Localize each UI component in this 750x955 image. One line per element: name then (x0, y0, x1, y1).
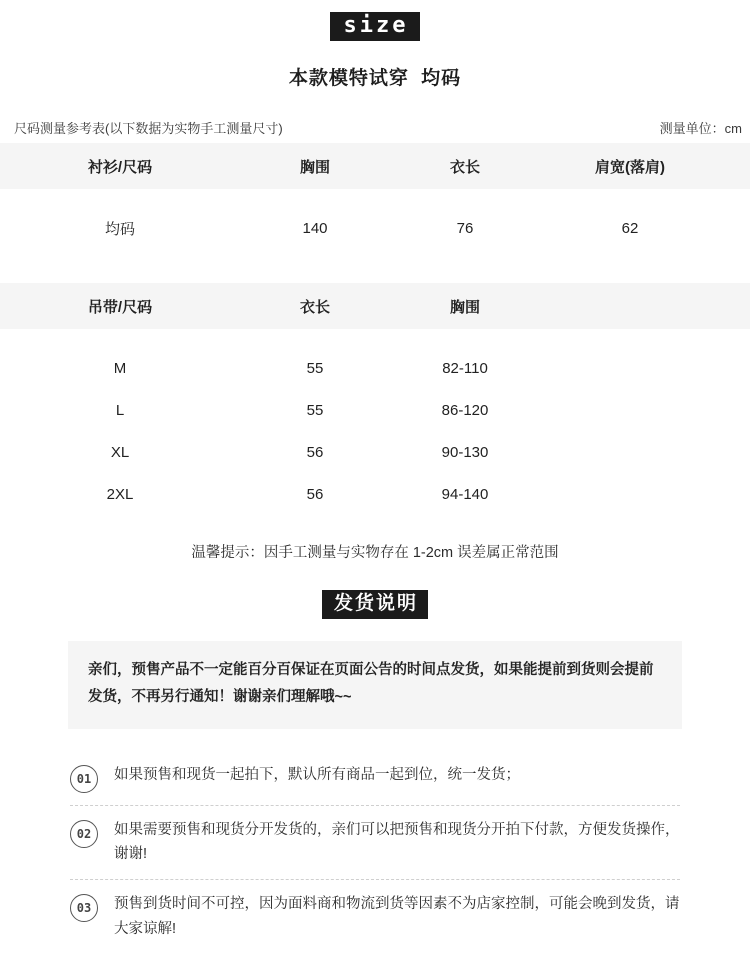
column-header: 吊带/尺码 (87, 298, 153, 316)
shirt-size-table (0, 143, 750, 249)
column-header: 衣长 (449, 158, 480, 176)
column-header: 胸围 (449, 298, 480, 316)
cell-bust: 140 (302, 219, 328, 237)
table-row (0, 347, 750, 389)
column-header: 衬衫/尺码 (87, 158, 153, 176)
size-banner-label: size (330, 12, 421, 41)
cell-shoulder: 62 (621, 219, 639, 237)
table-header-row (0, 283, 750, 329)
list-item (70, 892, 680, 953)
measure-unit-text: 测量单位：cm (659, 121, 742, 137)
table-row (0, 473, 750, 515)
preorder-notice-box: 亲们，预售产品不一定能百分百保证在页面公告的时间点发货，如果能提前到货则会提前发货，不再另行通知！谢谢亲们理解哦~~ (68, 641, 682, 729)
shipping-banner (0, 590, 750, 619)
model-try-on-size: 均码 (421, 68, 462, 90)
list-item (70, 818, 680, 880)
cell-bust: 86-120 (441, 401, 489, 419)
table-header-row (0, 143, 750, 189)
table-row (0, 207, 750, 249)
table-row (0, 389, 750, 431)
step-number-badge: 03 (70, 894, 98, 922)
cell-length: 55 (306, 359, 324, 377)
shipping-banner-label: 发货说明 (322, 590, 428, 619)
column-header: 衣长 (299, 298, 330, 316)
cell-size: 2XL (106, 485, 134, 503)
step-text: 如果需要预售和现货分开发货的，亲们可以把预售和现货分开拍下付款，方便发货操作，谢谢! (114, 821, 680, 863)
model-try-on-prefix: 本款模特试穿 (288, 68, 409, 90)
list-item (70, 763, 680, 806)
cell-length: 56 (306, 485, 324, 503)
cell-bust: 94-140 (441, 485, 489, 503)
step-number-badge: 01 (70, 765, 98, 793)
camisole-size-table (0, 283, 750, 515)
step-text: 如果预售和现货一起拍下，默认所有商品一起到位，统一发货； (114, 766, 520, 783)
column-header: 胸围 (299, 158, 330, 176)
column-header: 肩宽(落肩) (595, 158, 665, 176)
measure-tolerance-tip: 温馨提示：因手工测量与实物存在 1-2cm 误差属正常范围 (191, 545, 559, 562)
shipping-steps-list (0, 763, 750, 954)
measure-note-row (0, 118, 750, 137)
cell-bust: 90-130 (441, 443, 489, 461)
step-text: 预售到货时间不可控，因为面料商和物流到货等因素不为店家控制，可能会晚到发货，请大家谅解! (114, 895, 680, 937)
cell-length: 55 (306, 401, 324, 419)
measure-note-text: 尺码测量参考表(以下数据为实物手工测量尺寸) (14, 121, 283, 137)
cell-size: 均码 (104, 220, 135, 238)
step-number-badge: 02 (70, 820, 98, 848)
model-try-on-line (0, 63, 750, 90)
cell-bust: 82-110 (442, 359, 488, 377)
cell-size: L (115, 401, 125, 419)
cell-size: M (113, 359, 127, 377)
size-banner (0, 0, 750, 41)
cell-length: 56 (306, 443, 324, 461)
cell-size: XL (110, 443, 130, 461)
table-row (0, 431, 750, 473)
cell-length: 76 (456, 219, 474, 237)
